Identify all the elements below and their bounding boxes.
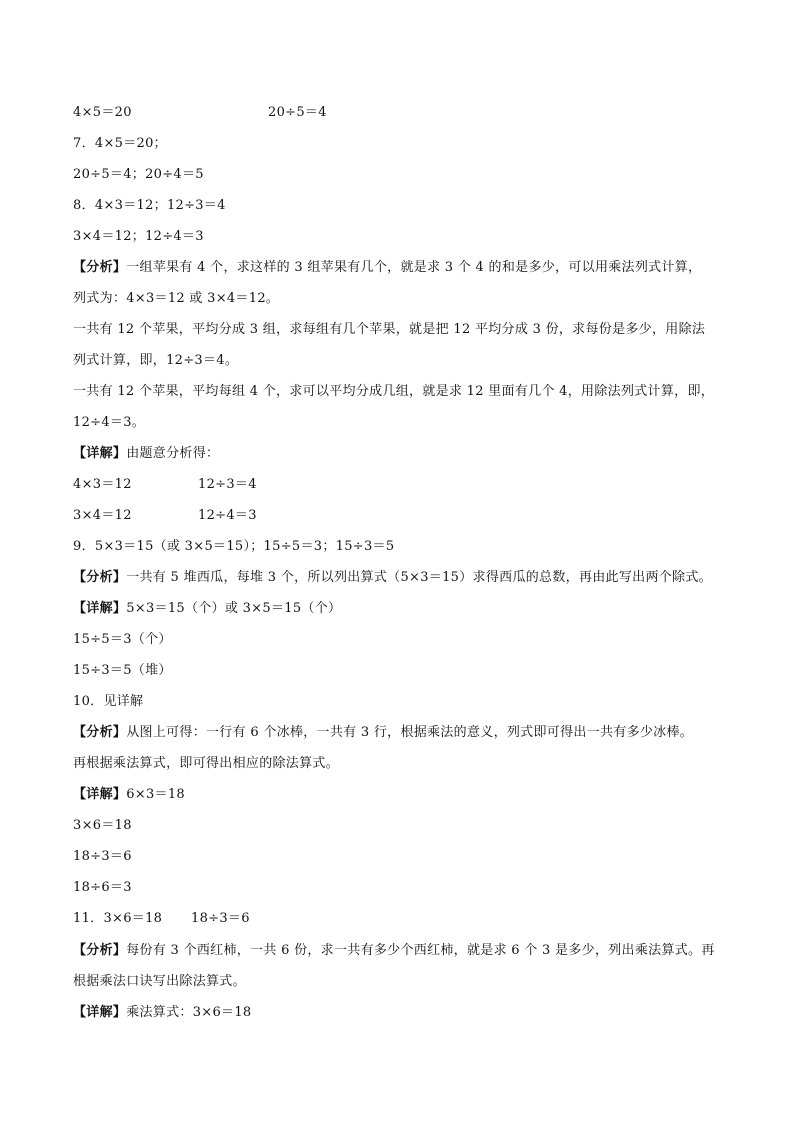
analysis-tag: 【分析】 (73, 570, 127, 585)
detail-11 (73, 1004, 251, 1022)
equation: 4×5＝20 (73, 105, 132, 120)
detail-8 (73, 445, 219, 463)
equation: 18÷3＝6 (191, 911, 250, 926)
detail-text: 由题意分析得： (126, 446, 220, 461)
analysis-text: 每份有 3 个西红柿，一共 6 份，求一共有多少个西红柿，就是求 6 个 3 是多少，列出乘法算式。再 (126, 943, 715, 958)
line-19: 15÷3＝5（堆） (73, 663, 172, 678)
line-05: 3×4＝12；12÷4＝3 (73, 229, 204, 244)
detail-text: 乘法算式：3×6＝18 (126, 1005, 252, 1020)
line-22: 再根据乘法算式，即可得出相应的除法算式。 (73, 756, 340, 771)
line-29: 根据乘法口诀写出除法算式。 (73, 974, 246, 989)
line-18: 15÷5＝3（个） (73, 632, 172, 647)
detail-tag: 【详解】 (73, 1005, 127, 1020)
answer-11 (73, 910, 250, 928)
analysis-text: 从图上可得：一行有 6 个冰棒，一共有 3 行，根据乘法的意义，列式即可得出一共有多少冰棒。 (126, 725, 694, 740)
analysis-text: 一共有 5 堆西瓜，每堆 3 个，所以列出算式（5×3＝15）求得西瓜的总数，再由此写出两个除式。 (126, 570, 712, 585)
line-24: 3×6＝18 (73, 818, 132, 833)
line-11: 12÷4＝3。 (73, 415, 146, 430)
answer-9: 9．5×3＝15（或 3×5＝15）；15÷5＝3；15÷3＝5 (73, 539, 395, 554)
detail-tag: 【详解】 (73, 787, 127, 802)
equation: 12÷3＝4 (198, 477, 257, 492)
analysis-11 (73, 942, 715, 960)
analysis-text: 一组苹果有 4 个，求这样的 3 组苹果有几个，就是求 3 个 4 的和是多少，可以用乘法列式计算， (126, 260, 702, 275)
analysis-tag: 【分析】 (73, 943, 127, 958)
equation: 4×3＝12 (73, 477, 132, 492)
answer-8: 8．4×3＝12；12÷3＝4 (73, 198, 226, 213)
equation: 20÷5＝4 (268, 105, 327, 120)
detail-text: 6×3＝18 (126, 787, 185, 802)
line-09: 列式计算，即，12÷3＝4。 (73, 353, 239, 368)
answer-10: 10．见详解 (73, 694, 144, 709)
detail-text: 5×3＝15（个）或 3×5＝15（个） (126, 601, 342, 616)
line-07: 列式为：4×3＝12 或 3×4＝12。 (73, 291, 280, 306)
line-25: 18÷3＝6 (73, 849, 132, 864)
line-13 (73, 476, 257, 494)
line-14 (73, 507, 257, 525)
detail-9 (73, 600, 341, 618)
line-08: 一共有 12 个苹果，平均分成 3 组，求每组有几个苹果，就是把 12 平均分成 3 份，求每份是多少，用除法 (73, 322, 706, 337)
line-26: 18÷6＝3 (73, 880, 132, 895)
analysis-tag: 【分析】 (73, 725, 127, 740)
analysis-10 (73, 724, 693, 742)
analysis-9 (73, 569, 712, 587)
line-10: 一共有 12 个苹果，平均每组 4 个，求可以平均分成几组，就是求 12 里面有几个 4，用除法列式计算，即， (73, 384, 715, 399)
answer-7: 7．4×5＝20； (73, 136, 167, 151)
equation: 12÷4＝3 (198, 508, 257, 523)
detail-tag: 【详解】 (73, 446, 127, 461)
equation: 11．3×6＝18 (73, 911, 163, 926)
detail-tag: 【详解】 (73, 601, 127, 616)
analysis-tag: 【分析】 (73, 260, 127, 275)
equation: 3×4＝12 (73, 508, 132, 523)
line-01 (73, 104, 327, 122)
detail-10 (73, 786, 185, 804)
line-03: 20÷5＝4；20÷4＝5 (73, 167, 204, 182)
analysis-8 (73, 259, 701, 277)
